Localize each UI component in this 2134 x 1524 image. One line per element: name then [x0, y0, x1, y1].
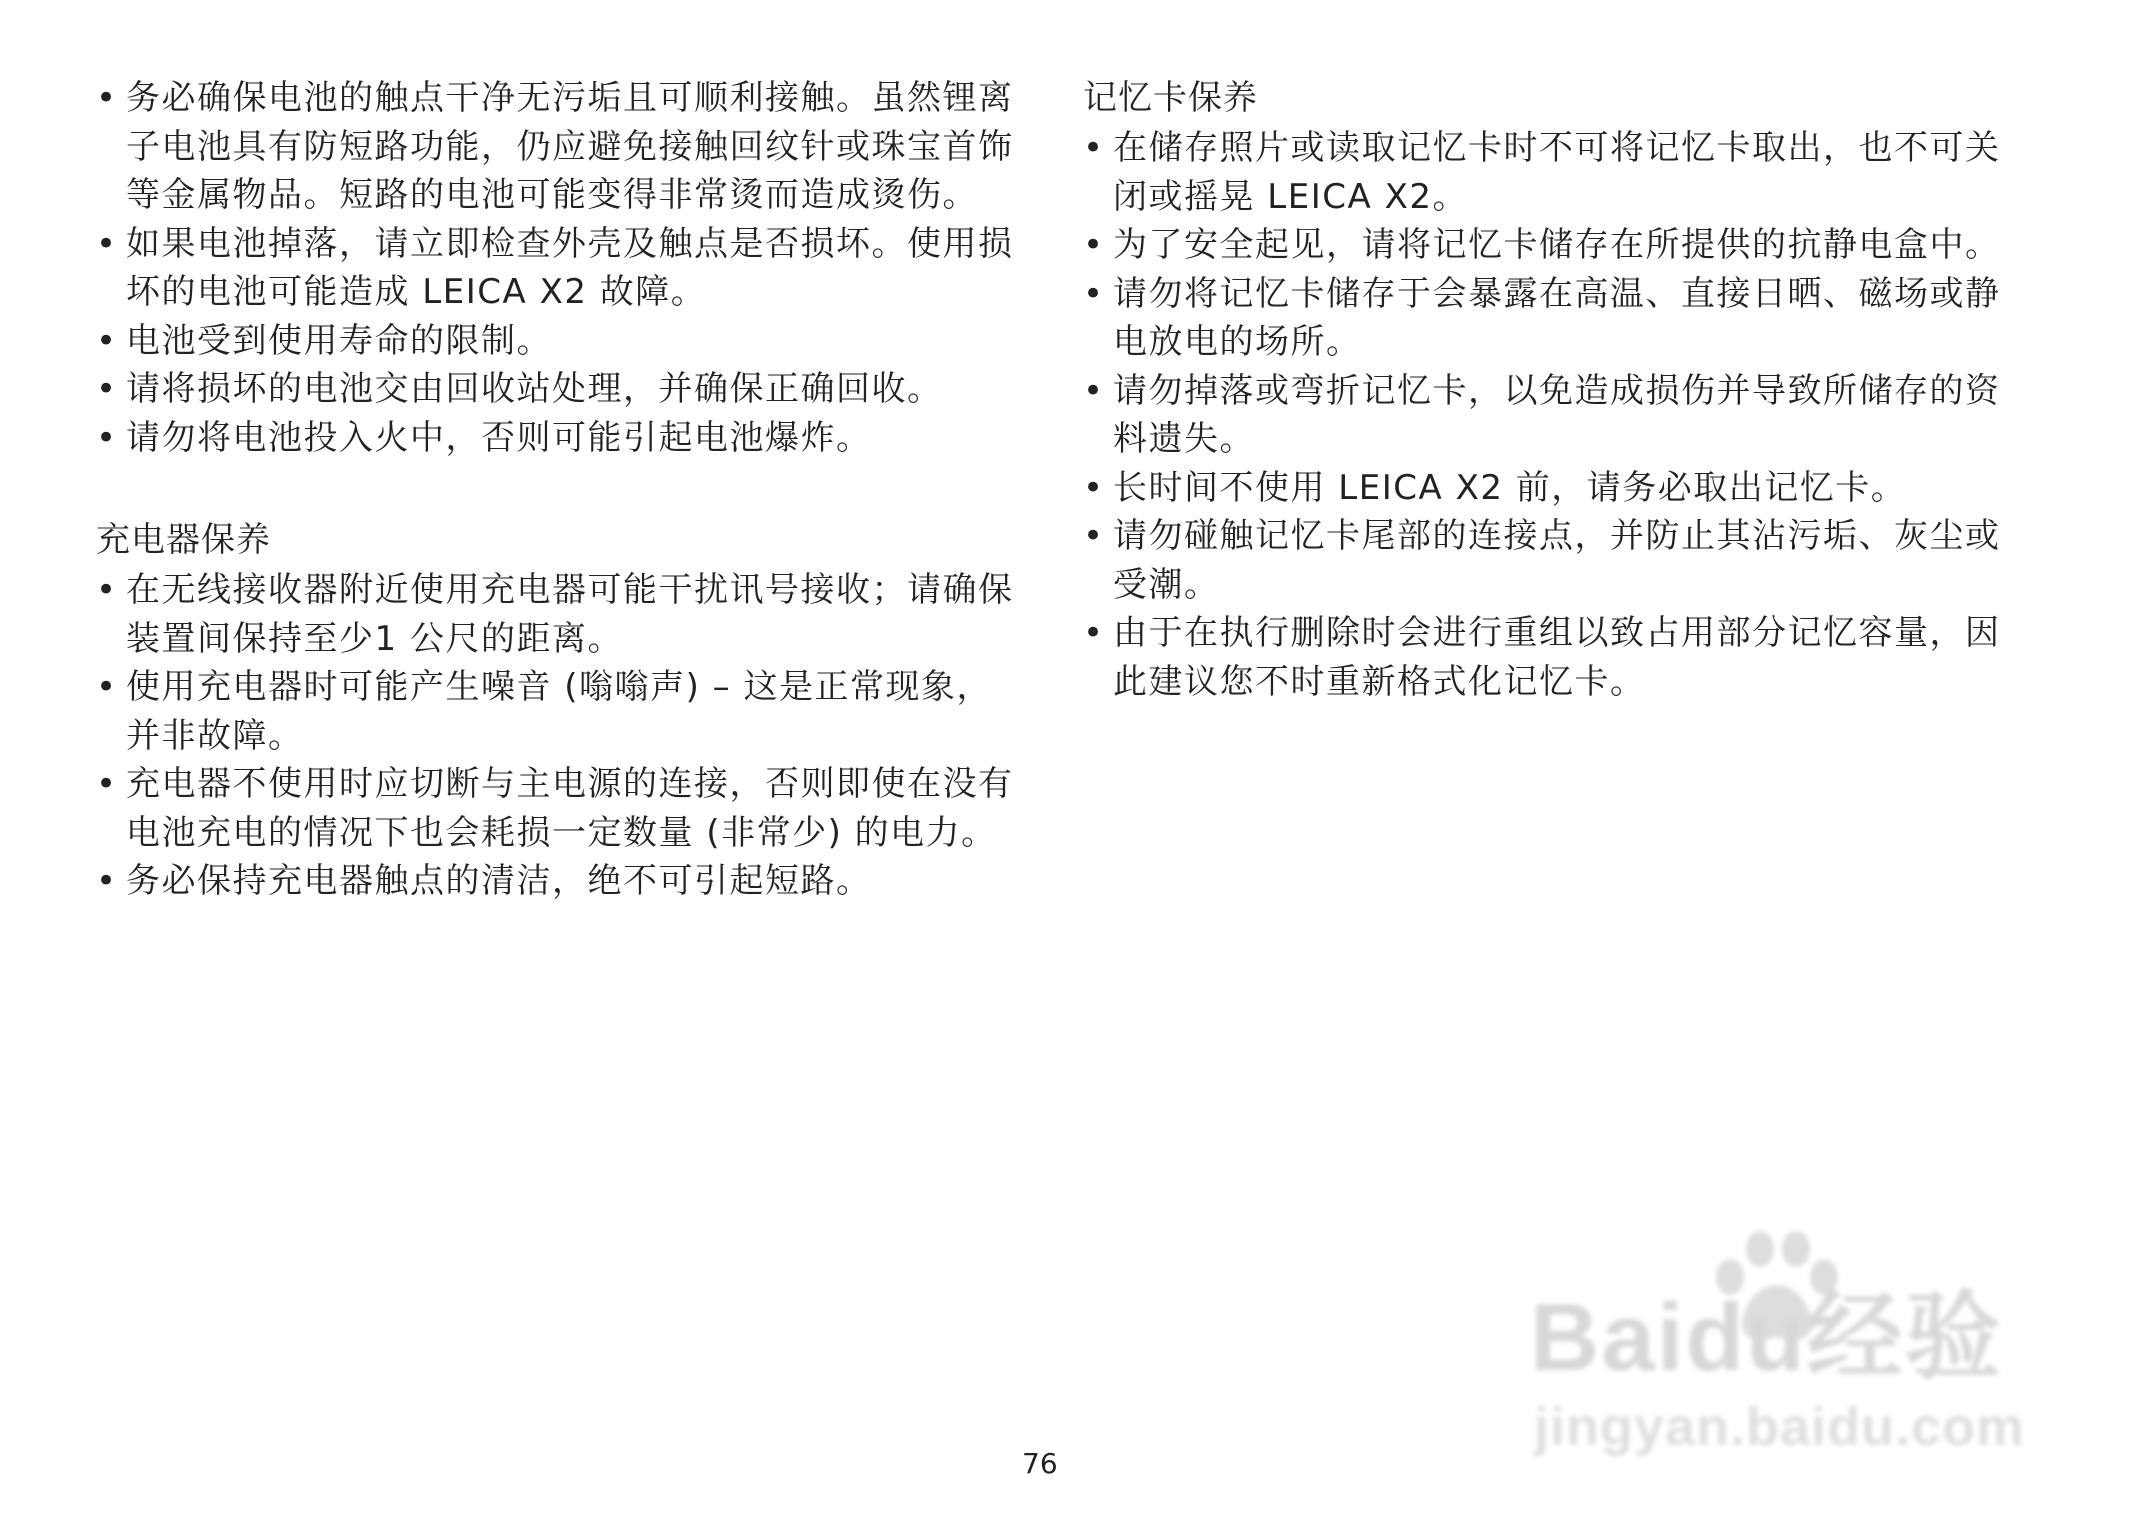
baidu-jingyan-watermark [1530, 1225, 2050, 1455]
section-spacer [96, 462, 1026, 516]
list-item: • 由于在执行删除时会进行重组以致占用部分记忆容量，因此建议您不时重新格式化记忆卡。 [1083, 609, 2023, 706]
page-number: 76 [1022, 1447, 1058, 1480]
bullet: • [96, 320, 118, 361]
list-item: • 请勿掉落或弯折记忆卡，以免造成损伤并导致所储存的资料遗失。 [1083, 367, 2023, 464]
bullet: • [96, 369, 118, 409]
bullet: • [96, 223, 118, 264]
list-item: • 请将损坏的电池交由回收站处理，并确保正确回收。 [96, 365, 1026, 414]
bullet: • [1083, 370, 1105, 411]
bullet: • [1083, 273, 1105, 314]
watermark-url: jingyan.baidu.com [1534, 1397, 2026, 1457]
memory-card-care-heading: 记忆卡保养 [1083, 78, 1258, 118]
list-item: • 如果电池掉落，请立即检查外壳及触点是否损坏。使用损坏的电池可能造成 LEICA X2 故障。 [96, 220, 1026, 317]
list-item: • 使用充电器时可能产生噪音 (嗡嗡声) – 这是正常现象，并非故障。 [96, 663, 1026, 760]
charger-care-list [96, 566, 1026, 906]
list-item: • 长时间不使用 LEICA X2 前，请务必取出记忆卡。 [1083, 464, 2023, 513]
bullet: • [96, 667, 118, 707]
list-item: • 在储存照片或读取记忆卡时不可将记忆卡取出，也不可关闭或摇晃 LEICA X2。 [1083, 124, 2023, 221]
bullet: • [96, 417, 118, 458]
list-item: • 请勿将电池投入火中，否则可能引起电池爆炸。 [96, 414, 1026, 463]
bullet: • [96, 570, 118, 610]
charger-care-heading: 充电器保养 [96, 520, 271, 560]
list-item: • 为了安全起见，请将记忆卡储存在所提供的抗静电盒中。 [1083, 221, 2023, 270]
left-column [96, 74, 1026, 906]
bullet: • [1083, 467, 1105, 508]
bullet: • [96, 78, 118, 118]
list-item: • 请勿将记忆卡储存于会暴露在高温、直接日晒、磁场或静电放电的场所。 [1083, 270, 2023, 367]
list-item: • 请勿碰触记忆卡尾部的连接点，并防止其沾污垢、灰尘或受潮。 [1083, 512, 2023, 609]
right-column [1083, 74, 2023, 706]
list-item: • 务必保持充电器触点的清洁，绝不可引起短路。 [96, 857, 1026, 906]
bullet: • [1083, 613, 1105, 653]
list-item: • 在无线接收器附近使用充电器可能干扰讯号接收；请确保装置间保持至少1 公尺的距离。 [96, 566, 1026, 663]
bullet: • [1083, 128, 1105, 168]
bullet: • [1083, 516, 1105, 556]
list-item: • 电池受到使用寿命的限制。 [96, 317, 1026, 366]
memory-card-care-list [1083, 124, 2023, 706]
battery-care-list [96, 74, 1026, 462]
bullet: • [96, 764, 118, 804]
watermark-brand: Baidu经验 [1530, 1284, 2003, 1391]
bullet: • [1083, 225, 1105, 265]
list-item: • 充电器不使用时应切断与主电源的连接，否则即使在没有电池充电的情况下也会耗损一定数量 (非常少) 的电力。 [96, 760, 1026, 857]
list-item: • 务必确保电池的触点干净无污垢且可顺利接触。虽然锂离子电池具有防短路功能，仍应避免接触回纹针或珠宝首饰等金属物品。短路的电池可能变得非常烫而造成烫伤。 [96, 74, 1026, 220]
bullet: • [96, 861, 118, 901]
